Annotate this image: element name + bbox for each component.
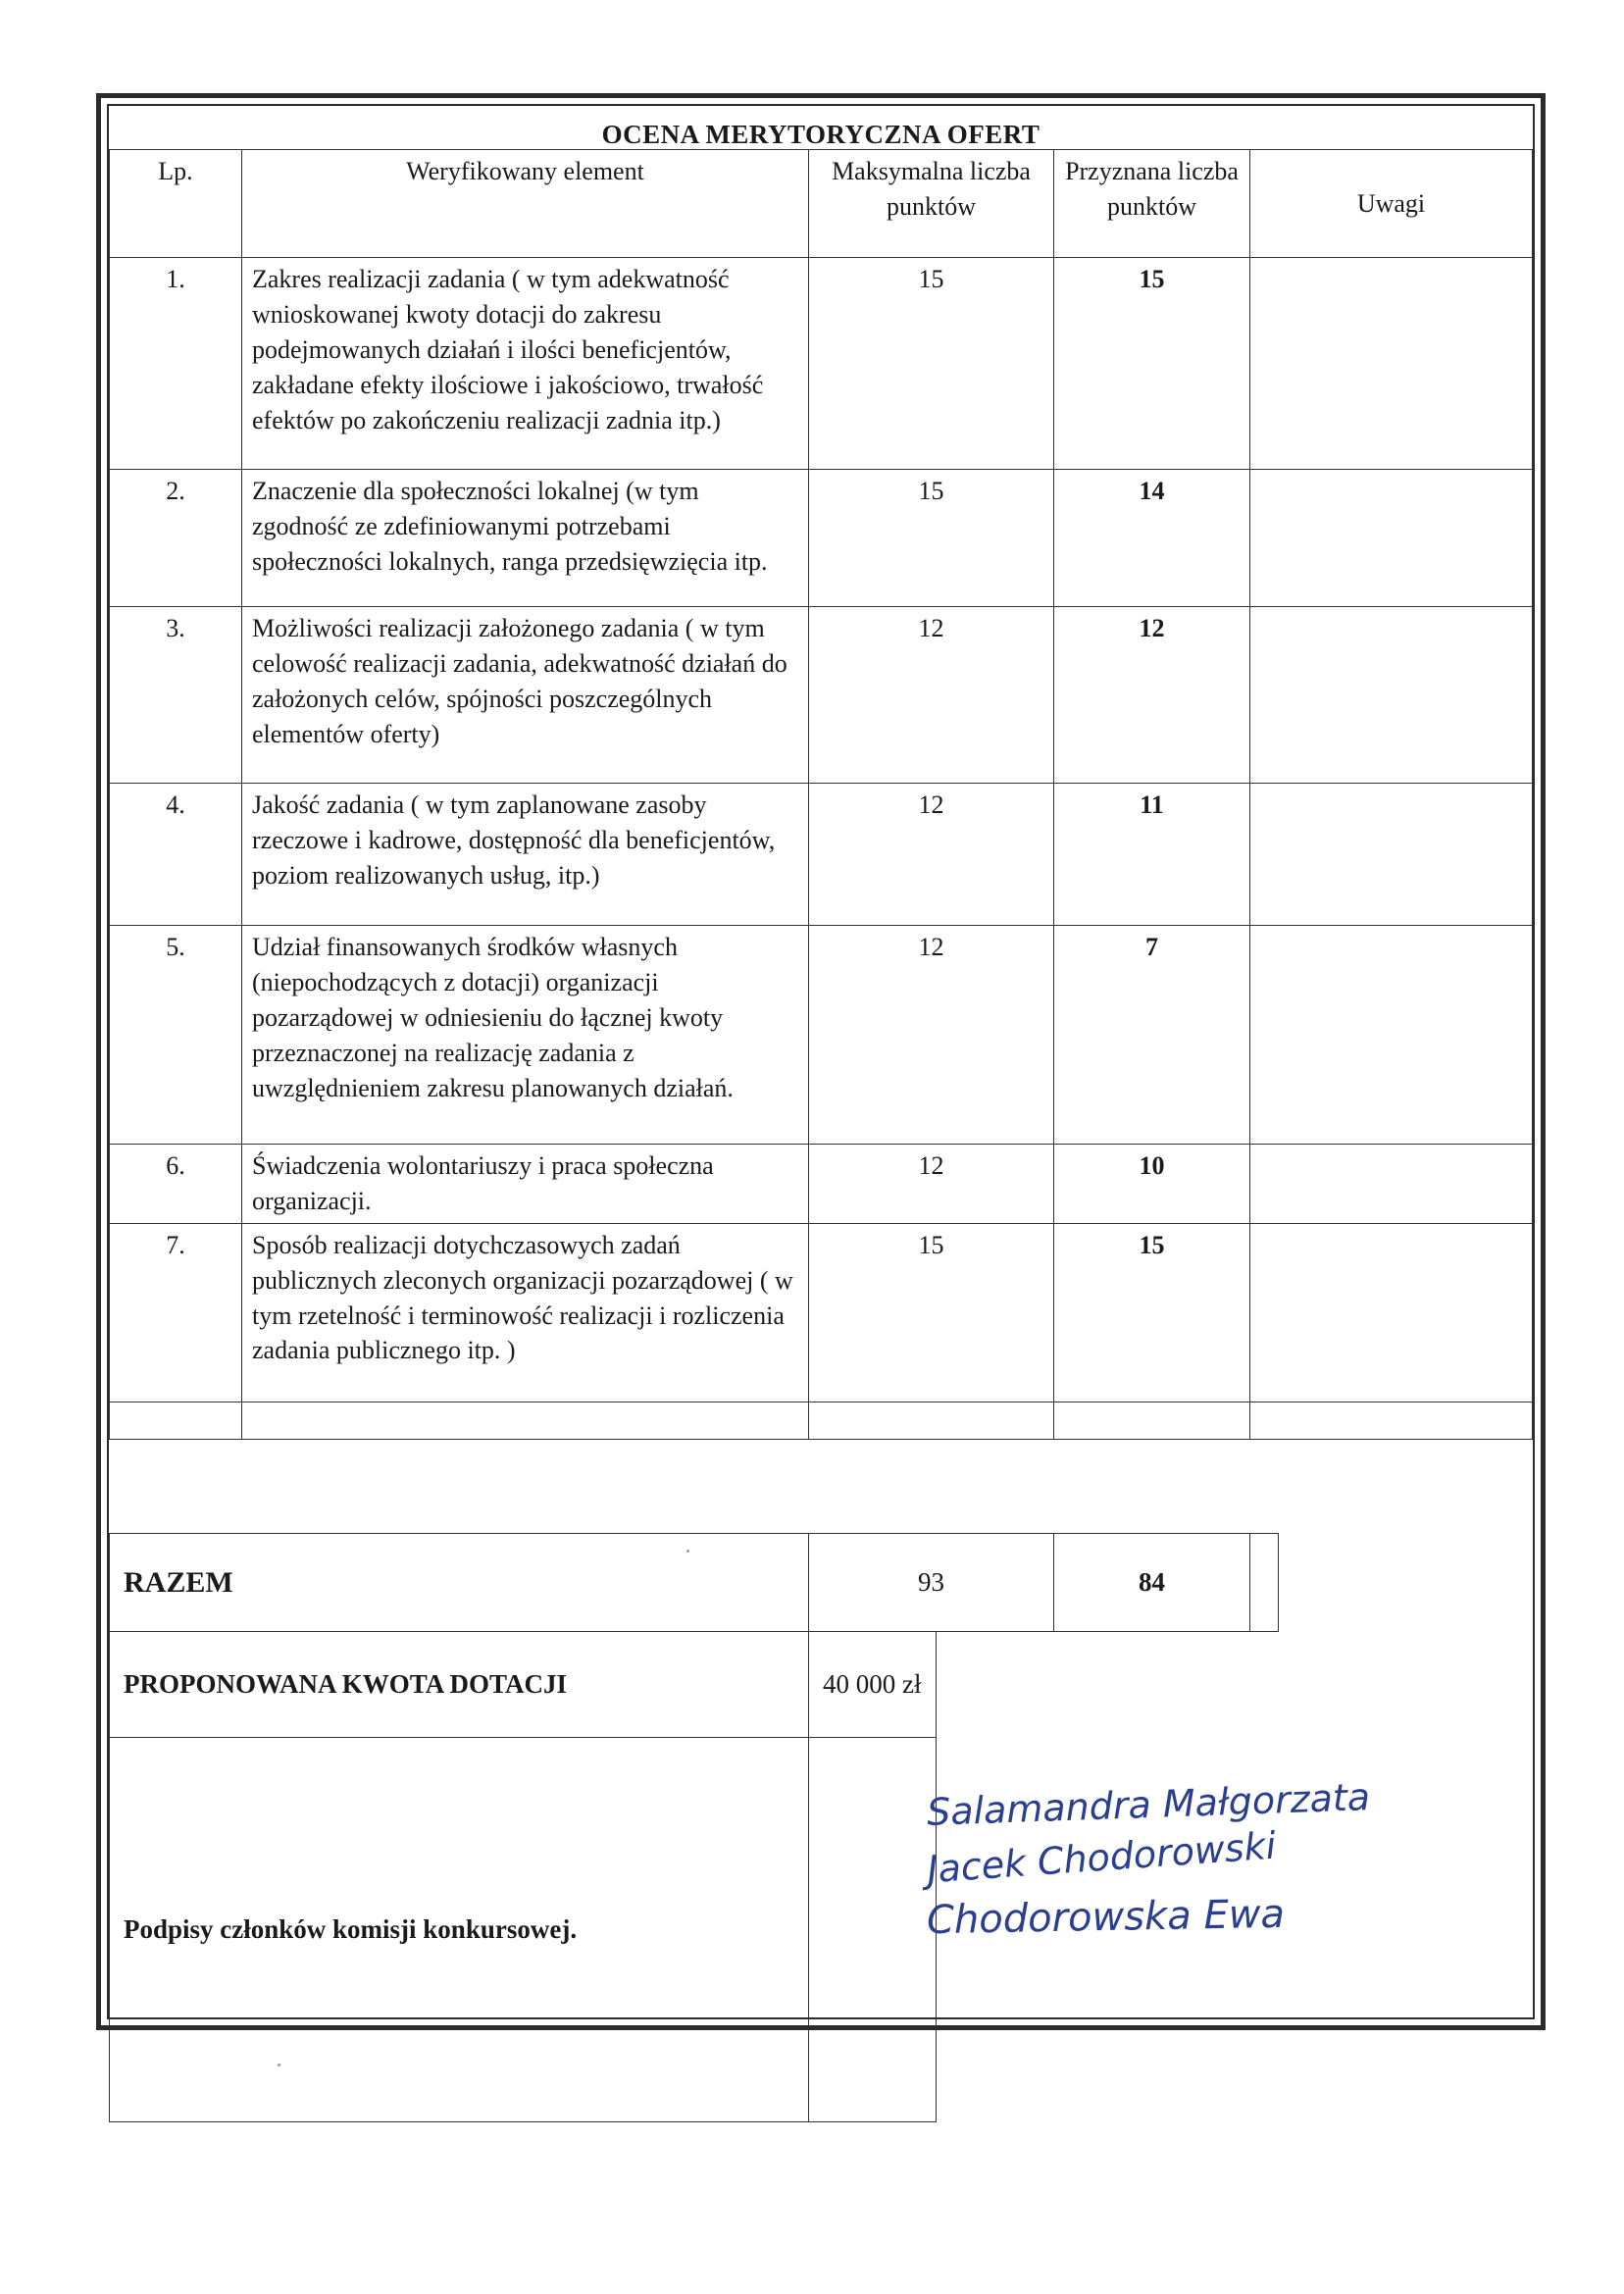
summary-table (109, 1533, 1279, 1632)
row-notes (1250, 258, 1533, 470)
table-header-row (110, 150, 1533, 258)
scan-speck (686, 1550, 689, 1553)
row-lp: 2. (110, 470, 242, 607)
row-element: Sposób realizacji dotychczasowych zadań publicznych zleconych organizacji pozarządowej ( w tym rzetelność i terminowość realizacji i rozliczenia zadania publicznego itp. ) (242, 1223, 809, 1402)
row-lp: 5. (110, 926, 242, 1145)
row-element: Udział finansowanych środków własnych (niepochodzących z dotacji) organizacji pozarządowej w odniesieniu do łącznej kwoty przeznaczonej na realizację zadania z uwzględnieniem zakresu planowanych działań. (242, 926, 809, 1145)
header-awarded-points: Przyznana liczba punktów (1054, 150, 1250, 258)
grant-value: 40 000 zł (809, 1632, 937, 1738)
header-max-points: Maksymalna liczba punktów (809, 150, 1054, 258)
row-notes (1250, 926, 1533, 1145)
header-element: Weryfikowany element (242, 150, 809, 258)
empty-cell (809, 1402, 1054, 1439)
row-lp: 3. (110, 607, 242, 784)
table-row (110, 784, 1533, 926)
total-max: 93 (809, 1534, 1054, 1632)
scan-speck (278, 2064, 280, 2066)
row-notes (1250, 1223, 1533, 1402)
table-row (110, 1145, 1533, 1224)
signature-1: Salamandra Małgorzata (926, 1775, 1371, 1834)
row-awarded: 10 (1054, 1145, 1250, 1224)
grant-label: PROPONOWANA KWOTA DOTACJI (110, 1632, 809, 1738)
total-awarded: 84 (1054, 1534, 1250, 1632)
row-element: Świadczenia wolontariuszy i praca społeczna organizacji. (242, 1145, 809, 1224)
signatures-row (110, 1738, 937, 2122)
row-max: 12 (809, 1145, 1054, 1224)
grant-row (110, 1632, 937, 1738)
header-lp: Lp. (110, 150, 242, 258)
total-row (110, 1534, 1279, 1632)
row-element: Jakość zadania ( w tym zaplanowane zasoby rzeczowe i kadrowe, dostępność dla beneficjentów, poziom realizowanych usług, itp.) (242, 784, 809, 926)
row-max: 12 (809, 607, 1054, 784)
row-max: 12 (809, 926, 1054, 1145)
signature-2: Jacek Chodorowski (925, 1823, 1278, 1892)
row-awarded: 7 (1054, 926, 1250, 1145)
row-max: 15 (809, 1223, 1054, 1402)
row-notes (1250, 607, 1533, 784)
row-awarded: 14 (1054, 470, 1250, 607)
row-element: Zakres realizacji zadania ( w tym adekwatność wnioskowanej kwoty dotacji do zakresu podejmowanych działań i ilości beneficjentów, zakładane efekty ilościowe i jakościowo, trwałość efektów po zakończeniu realizacji zadnia itp.) (242, 258, 809, 470)
empty-cell (1054, 1402, 1250, 1439)
row-max: 15 (809, 258, 1054, 470)
document-title: OCENA MERYTORYCZNA OFERT (601, 120, 1040, 149)
total-label: RAZEM (110, 1534, 809, 1632)
row-max: 15 (809, 470, 1054, 607)
table-row (110, 470, 1533, 607)
table-row (110, 926, 1533, 1145)
row-element: Znaczenie dla społeczności lokalnej (w tym zgodność ze zdefiniowanymi potrzebami społeczności lokalnych, ranga przedsięwzięcia itp. (242, 470, 809, 607)
row-max: 12 (809, 784, 1054, 926)
row-lp: 7. (110, 1223, 242, 1402)
row-lp: 6. (110, 1145, 242, 1224)
row-awarded: 11 (1054, 784, 1250, 926)
row-awarded: 15 (1054, 258, 1250, 470)
empty-row (110, 1402, 1533, 1439)
header-notes: Uwagi (1250, 150, 1533, 258)
row-awarded: 12 (1054, 607, 1250, 784)
row-lp: 4. (110, 784, 242, 926)
table-row (110, 258, 1533, 470)
signatures-cell (809, 1738, 1371, 2122)
table-row (110, 607, 1533, 784)
grant-table (109, 1631, 1371, 2122)
signature-3: Chodorowska Ewa (926, 1891, 1286, 1944)
row-lp: 1. (110, 258, 242, 470)
row-element: Możliwości realizacji założonego zadania ( w tym celowość realizacji zadania, adekwatność działań do założonych celów, spójności poszczególnych elementów oferty) (242, 607, 809, 784)
document-inner-frame (107, 104, 1535, 2019)
row-awarded: 15 (1054, 1223, 1250, 1402)
row-notes (1250, 784, 1533, 926)
row-notes (1250, 470, 1533, 607)
empty-cell (1250, 1402, 1533, 1439)
table-row (110, 1223, 1533, 1402)
signatures-label: Podpisy członków komisji konkursowej. (110, 1738, 809, 2122)
total-notes (1250, 1534, 1279, 1632)
document-frame (96, 93, 1546, 2030)
row-notes (1250, 1145, 1533, 1224)
empty-cell (110, 1402, 242, 1439)
evaluation-table (109, 149, 1533, 1440)
empty-cell (242, 1402, 809, 1439)
